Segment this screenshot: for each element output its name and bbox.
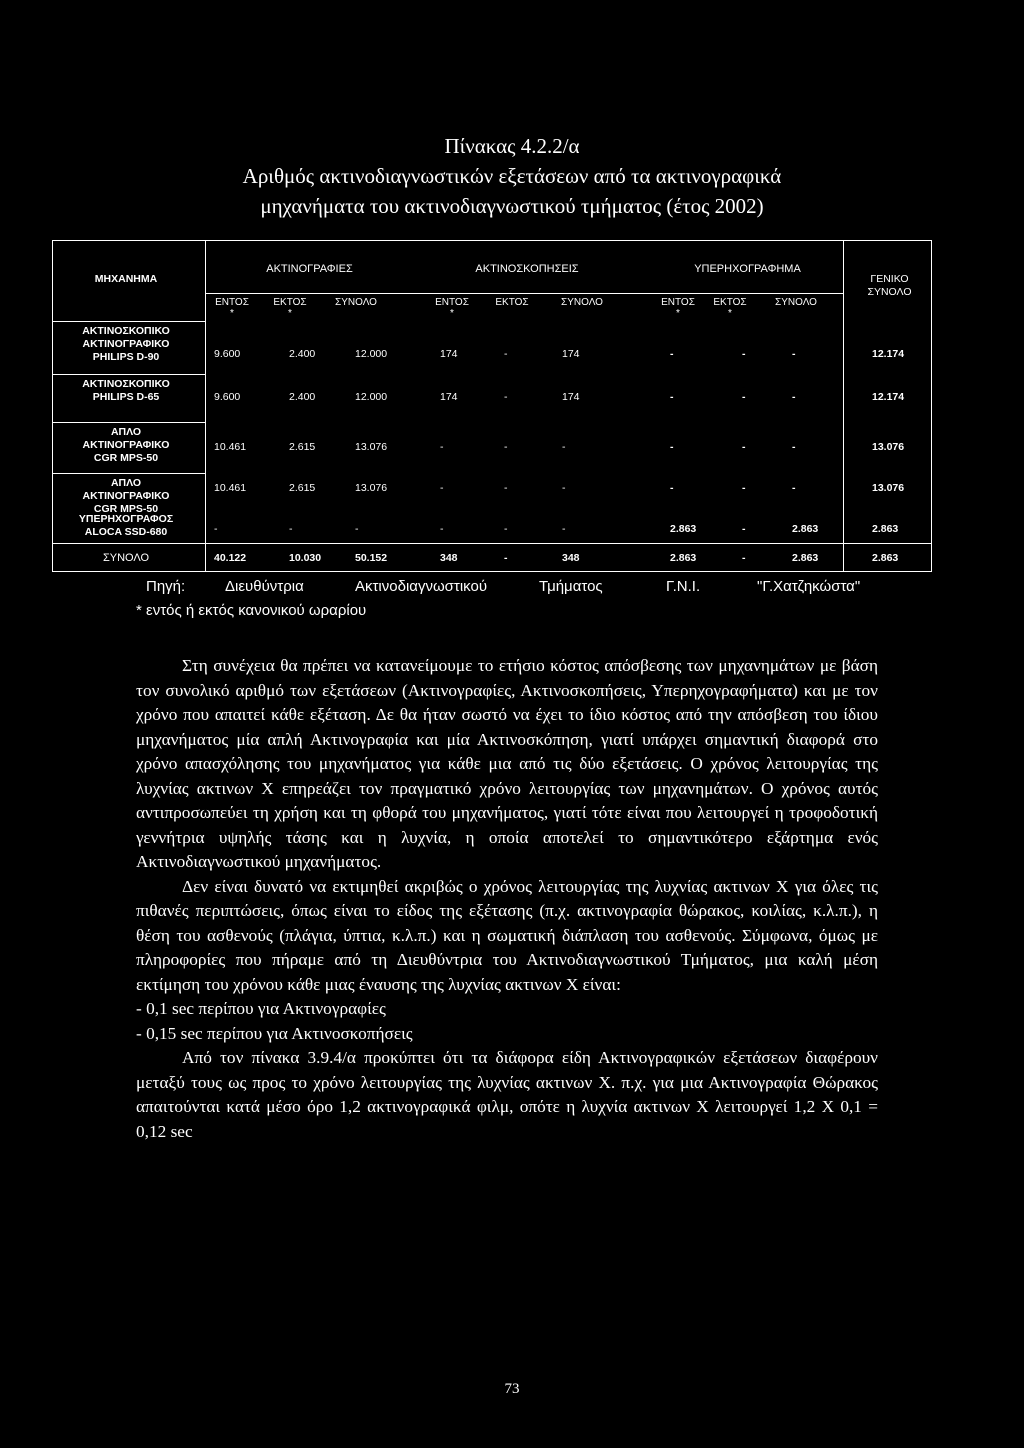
table-cell: - <box>670 391 674 403</box>
table-cell: - <box>440 523 444 535</box>
column-subheader: ΣΥΝΟΛΟ <box>775 297 817 308</box>
table-caption-line-2: μηχανήματα του ακτινοδιαγνωστικού τμήματος (έτος 2002) <box>260 194 764 218</box>
table-cell: 2.615 <box>289 441 316 453</box>
table-cell: 12.000 <box>355 391 388 403</box>
source-word: "Γ.Χατζηκώστα" <box>757 578 861 595</box>
table-cell: 174 <box>440 348 458 360</box>
machine-name-line: PHILIPS D-90 <box>92 351 160 363</box>
column-subheader: ΕΚΤΟΣ * <box>273 297 307 319</box>
paragraph: Δεν είναι δυνατό να εκτιμηθεί ακριβώς ο χρόνος λειτουργίας της λυχνίας ακτινων Χ για όλες τις πιθανές περιπτώσεις, όπως είναι το είδος της εξέτασης (π.χ. ακτινογραφία θώρακος, κοιλίας, κ.λ.π.), η θέση του ασθενούς (πλάγια, ύπτια, κ.λ.π.) και η σωματική διάπλαση του ασθενούς. Σύμφωνα, όμως με πληροφορίες που πήραμε από τη Διευθύντρια του Ακτινοδιαγνωστικού Τμήματος, μια καλή μέση εκτίμηση του χρόνου κάθε μιας έναυσης της λυχνίας ακτινων Χ είναι: <box>136 876 878 994</box>
machine-name-line: ΑΚΤΙΝΟΓΡΑΦΙΚΟ <box>82 338 170 350</box>
column-subheader: ΕΝΤΟΣ * <box>215 297 249 319</box>
table-cell: - <box>562 441 566 453</box>
table-cell: - <box>504 523 508 535</box>
table-caption-number: Πίνακας 4.2.2/α <box>444 134 580 158</box>
paragraph: Από τον πίνακα 3.9.4/α προκύπτει ότι τα διάφορα είδη Ακτινογραφικών εξετάσεων διαφέρουν μεταξύ τους ως προς το χρόνο λειτουργίας της λυχνίας ακτινων Χ. π.χ. για μια Ακτινογραφία Θώρακος απαιτούνται κατά μέσο όρο 1,2 ακτινογραφικά φιλμ, οπότε η λυχνία ακτινων Χ λειτουργεί 1,2 Χ 0,1 = 0,12 sec <box>136 1048 878 1141</box>
paragraph: - 0,1 sec περίπου για Ακτινογραφίες <box>136 999 386 1018</box>
column-subheader: ΣΥΝΟΛΟ <box>561 297 603 308</box>
total-cell: 348 <box>562 552 580 564</box>
column-subheader: ΕΝΤΟΣ * <box>661 297 695 319</box>
footnote: * εντός ή εκτός κανονικού ωραρίου <box>136 602 367 619</box>
table-cell: - <box>792 391 796 403</box>
source-word: Τμήματος <box>539 578 603 595</box>
table-cell: - <box>792 348 796 360</box>
table-cell: - <box>742 348 746 360</box>
table-cell: 174 <box>562 348 580 360</box>
page-number: 73 <box>504 1381 520 1397</box>
table-cell: 2.400 <box>289 391 316 403</box>
machine-name-line: ALOCA SSD-680 <box>84 526 168 538</box>
table-cell: 9.600 <box>214 391 241 403</box>
table-cell: 13.076 <box>355 441 388 453</box>
table-cell: 2.863 <box>792 523 819 535</box>
table-cell: - <box>670 348 674 360</box>
table-cell: 13.076 <box>872 441 905 453</box>
table-cell: - <box>504 441 508 453</box>
table-cell: 9.600 <box>214 348 241 360</box>
table-cell: 12.174 <box>872 391 905 403</box>
column-subheader: ΕΚΤΟΣ * <box>713 297 747 319</box>
total-cell: 10.030 <box>289 552 322 564</box>
source-word: Πηγή: <box>146 578 186 595</box>
table-cell: 10.461 <box>214 482 247 494</box>
table-cell: - <box>504 348 508 360</box>
column-header-grand-total: ΓΕΝΙΚΟ ΣΥΝΟΛΟ <box>867 273 912 298</box>
paragraph: Στη συνέχεια θα πρέπει να κατανείμουμε το ετήσιο κόστος απόσβεσης των μηχανημάτων με βάση τον συνολικό αριθμό των εξετάσεων (Ακτινογραφίες, Ακτινοσκοπήσεις, Υπερηχογραφήματα) και με τον χρόνο που απαιτεί κάθε εξέταση. Δε θα ήταν σωστό να έχει το ίδιο κόστος από την απόσβεση του ίδιου μηχανήματος μία απλή Ακτινογραφία και μία Ακτινοσκόπηση, γιατί υπάρχει σημαντική διαφορά στο χρόνο απασχόλησης του μηχανήματος για κάθε μια από τις δύο εξετάσεις. Ο χρόνος λειτουργίας της λυχνίας ακτινων Χ επηρεάζει τον πραγματικό χρόνο λειτουργίας των μηχανημάτων. Ο χρόνος αυτός αντιπροσωπεύει τη χρήση και τη φθορά του μηχανήματος, γιατί τότε είναι που λειτουργεί η τροφοδοτική γεννήτρια υψηλής τάσης και η λυχνία, η οποία αποτελεί το σημαντικότερο εξάρτημα ενός Ακτινοδιαγνωστικού μηχανήματος. <box>136 656 878 871</box>
table-cell: - <box>562 482 566 494</box>
table-cell: - <box>214 523 218 535</box>
total-cell: - <box>504 552 508 564</box>
total-cell: 348 <box>440 552 458 564</box>
total-cell: 2.863 <box>872 552 899 564</box>
group-header-ultrasounds: ΥΠΕΡΗΧΟΓΡΑΦΗΜΑ <box>694 263 801 275</box>
column-subheader: ΕΚΤΟΣ <box>495 297 529 308</box>
table-cell: 174 <box>440 391 458 403</box>
table-cell: 12.000 <box>355 348 388 360</box>
table-cell: - <box>562 523 566 535</box>
table-cell: 2.615 <box>289 482 316 494</box>
table-cell: 2.400 <box>289 348 316 360</box>
source-word: Ακτινοδιαγνωστικού <box>355 578 488 595</box>
machine-name-line: CGR MPS-50 <box>93 452 159 464</box>
table-cell: - <box>440 482 444 494</box>
machine-name-line: PHILIPS D-65 <box>92 391 160 403</box>
total-row-label: ΣΥΝΟΛΟ <box>102 552 150 564</box>
machine-name-line: ΑΚΤΙΝΟΓΡΑΦΙΚΟ <box>82 490 170 502</box>
table-cell: - <box>670 441 674 453</box>
paragraph: - 0,15 sec περίπου για Ακτινοσκοπήσεις <box>136 1023 413 1043</box>
table-cell: - <box>742 441 746 453</box>
body-text <box>136 654 878 1144</box>
table-cell: 13.076 <box>355 482 388 494</box>
group-header-radiographs: ΑΚΤΙΝΟΓΡΑΦΙΕΣ <box>266 263 353 275</box>
total-cell: 2.863 <box>670 552 697 564</box>
table-cell: - <box>504 391 508 403</box>
table-cell: 12.174 <box>872 348 905 360</box>
table-caption-line-1: Αριθμός ακτινοδιαγνωστικών εξετάσεων από τα ακτινογραφικά <box>242 164 782 188</box>
machine-name-line: ΑΚΤΙΝΟΣΚΟΠΙΚΟ <box>82 378 170 390</box>
table-cell: 174 <box>562 391 580 403</box>
table-cell: 13.076 <box>872 482 905 494</box>
column-subheader: ΕΝΤΟΣ * <box>435 297 469 319</box>
column-header-machine: ΜΗΧΑΝΗΜΑ <box>94 273 158 285</box>
table-cell: - <box>742 482 746 494</box>
table-cell: - <box>792 441 796 453</box>
table-cell: - <box>504 482 508 494</box>
machine-name-line: ΑΚΤΙΝΟΓΡΑΦΙΚΟ <box>82 439 170 451</box>
source-word: Γ.Ν.Ι. <box>666 578 701 595</box>
source-word: Διευθύντρια <box>225 578 304 595</box>
total-cell: 50.152 <box>355 552 388 564</box>
table-cell: 10.461 <box>214 441 247 453</box>
table-cell: - <box>742 391 746 403</box>
table-cell: - <box>289 523 293 535</box>
total-cell: - <box>742 552 746 564</box>
table-cell: - <box>670 482 674 494</box>
table-cell: 2.863 <box>670 523 697 535</box>
total-cell: 40.122 <box>214 552 247 564</box>
table-cell: 2.863 <box>872 523 899 535</box>
total-cell: 2.863 <box>792 552 819 564</box>
machine-name-line: ΑΠΛΟ <box>110 477 142 489</box>
column-subheader: ΣΥΝΟΛΟ <box>335 297 377 308</box>
machine-name-line: ΥΠΕΡΗΧΟΓΡΑΦΟΣ <box>78 513 174 525</box>
table-cell: - <box>742 523 746 535</box>
table-cell: - <box>792 482 796 494</box>
machine-name-line: ΑΠΛΟ <box>110 426 142 438</box>
machine-name-line: CGR MPS-50 <box>93 503 159 515</box>
table-cell: - <box>440 441 444 453</box>
group-header-fluoroscopies: ΑΚΤΙΝΟΣΚΟΠΗΣΕΙΣ <box>475 263 579 275</box>
machine-name-line: ΑΚΤΙΝΟΣΚΟΠΙΚΟ <box>82 325 170 337</box>
exams-table <box>52 240 932 572</box>
table-cell: - <box>355 523 359 535</box>
